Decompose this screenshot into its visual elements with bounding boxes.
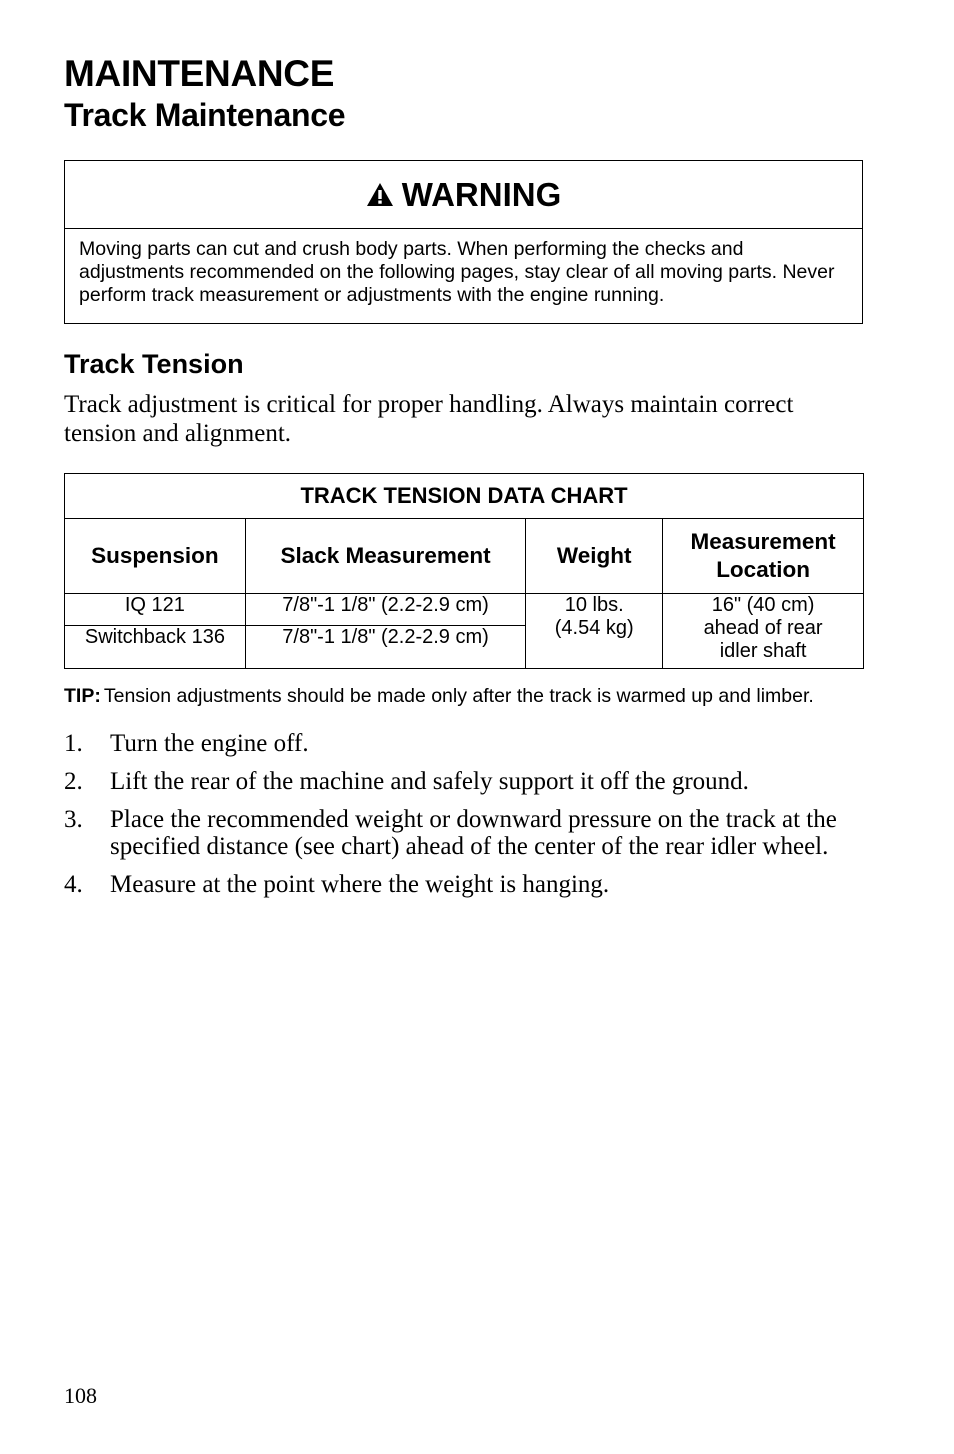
step-text: Measure at the point where the weight is hanging. bbox=[110, 871, 610, 898]
step-number: 1. bbox=[64, 730, 83, 757]
warning-text: Moving parts can cut and crush body parts. When performing the checks and adjustments recommended on the following pages, stay clear of all moving parts. Never perform track measurement or adjustments with the engine running. bbox=[79, 238, 835, 306]
procedure-steps bbox=[64, 730, 864, 898]
table-row bbox=[65, 594, 864, 626]
list-item bbox=[64, 768, 864, 795]
column-header-location: Measurement Location bbox=[663, 519, 864, 594]
warning-title: WARNING bbox=[401, 175, 562, 213]
section-title: MAINTENANCE bbox=[64, 53, 335, 94]
track-tension-table bbox=[64, 473, 864, 669]
table-title: TRACK TENSION DATA CHART bbox=[65, 474, 864, 519]
warning-header bbox=[65, 161, 862, 229]
column-header-slack: Slack Measurement bbox=[245, 519, 525, 594]
list-item bbox=[64, 806, 864, 860]
tip-text: Tension adjustments should be made only after the track is warmed up and limber. bbox=[103, 685, 814, 707]
cell-location-text: 16" (40 cm) ahead of rear idler shaft bbox=[703, 594, 823, 662]
cell-weight bbox=[526, 594, 663, 669]
step-text: Lift the rear of the machine and safely support it off the ground. bbox=[110, 768, 749, 795]
cell-slack: 7/8"-1 1/8" (2.2-2.9 cm) bbox=[245, 594, 525, 626]
track-tension-heading: Track Tension bbox=[64, 349, 244, 379]
cell-weight-text: 10 lbs. (4.54 kg) bbox=[554, 594, 634, 639]
warning-triangle-icon bbox=[366, 182, 394, 207]
cell-slack: 7/8"-1 1/8" (2.2-2.9 cm) bbox=[245, 626, 525, 669]
tip-label: TIP: bbox=[64, 685, 101, 707]
cell-suspension: Switchback 136 bbox=[65, 626, 246, 669]
tip-note bbox=[64, 685, 864, 708]
cell-suspension: IQ 121 bbox=[65, 594, 246, 626]
step-number: 3. bbox=[64, 806, 83, 833]
subsection-title: Track Maintenance bbox=[64, 97, 346, 133]
step-text: Turn the engine off. bbox=[110, 730, 309, 757]
page-content bbox=[64, 52, 864, 909]
table-title-row bbox=[65, 474, 864, 519]
column-header-weight: Weight bbox=[526, 519, 663, 594]
track-tension-intro: Track adjustment is critical for proper handling. Always maintain correct tension and alignment. bbox=[64, 391, 794, 447]
list-item bbox=[64, 730, 864, 757]
page-number: 108 bbox=[64, 1383, 97, 1408]
warning-box bbox=[64, 160, 863, 324]
cell-location bbox=[663, 594, 864, 669]
step-number: 2. bbox=[64, 768, 83, 795]
column-header-suspension: Suspension bbox=[65, 519, 246, 594]
step-number: 4. bbox=[64, 871, 83, 898]
list-item bbox=[64, 871, 864, 898]
table-header-row bbox=[65, 519, 864, 594]
step-text: Place the recommended weight or downward pressure on the track at the specified distance (see chart) ahead of the center of the rear idler wheel. bbox=[110, 806, 837, 860]
